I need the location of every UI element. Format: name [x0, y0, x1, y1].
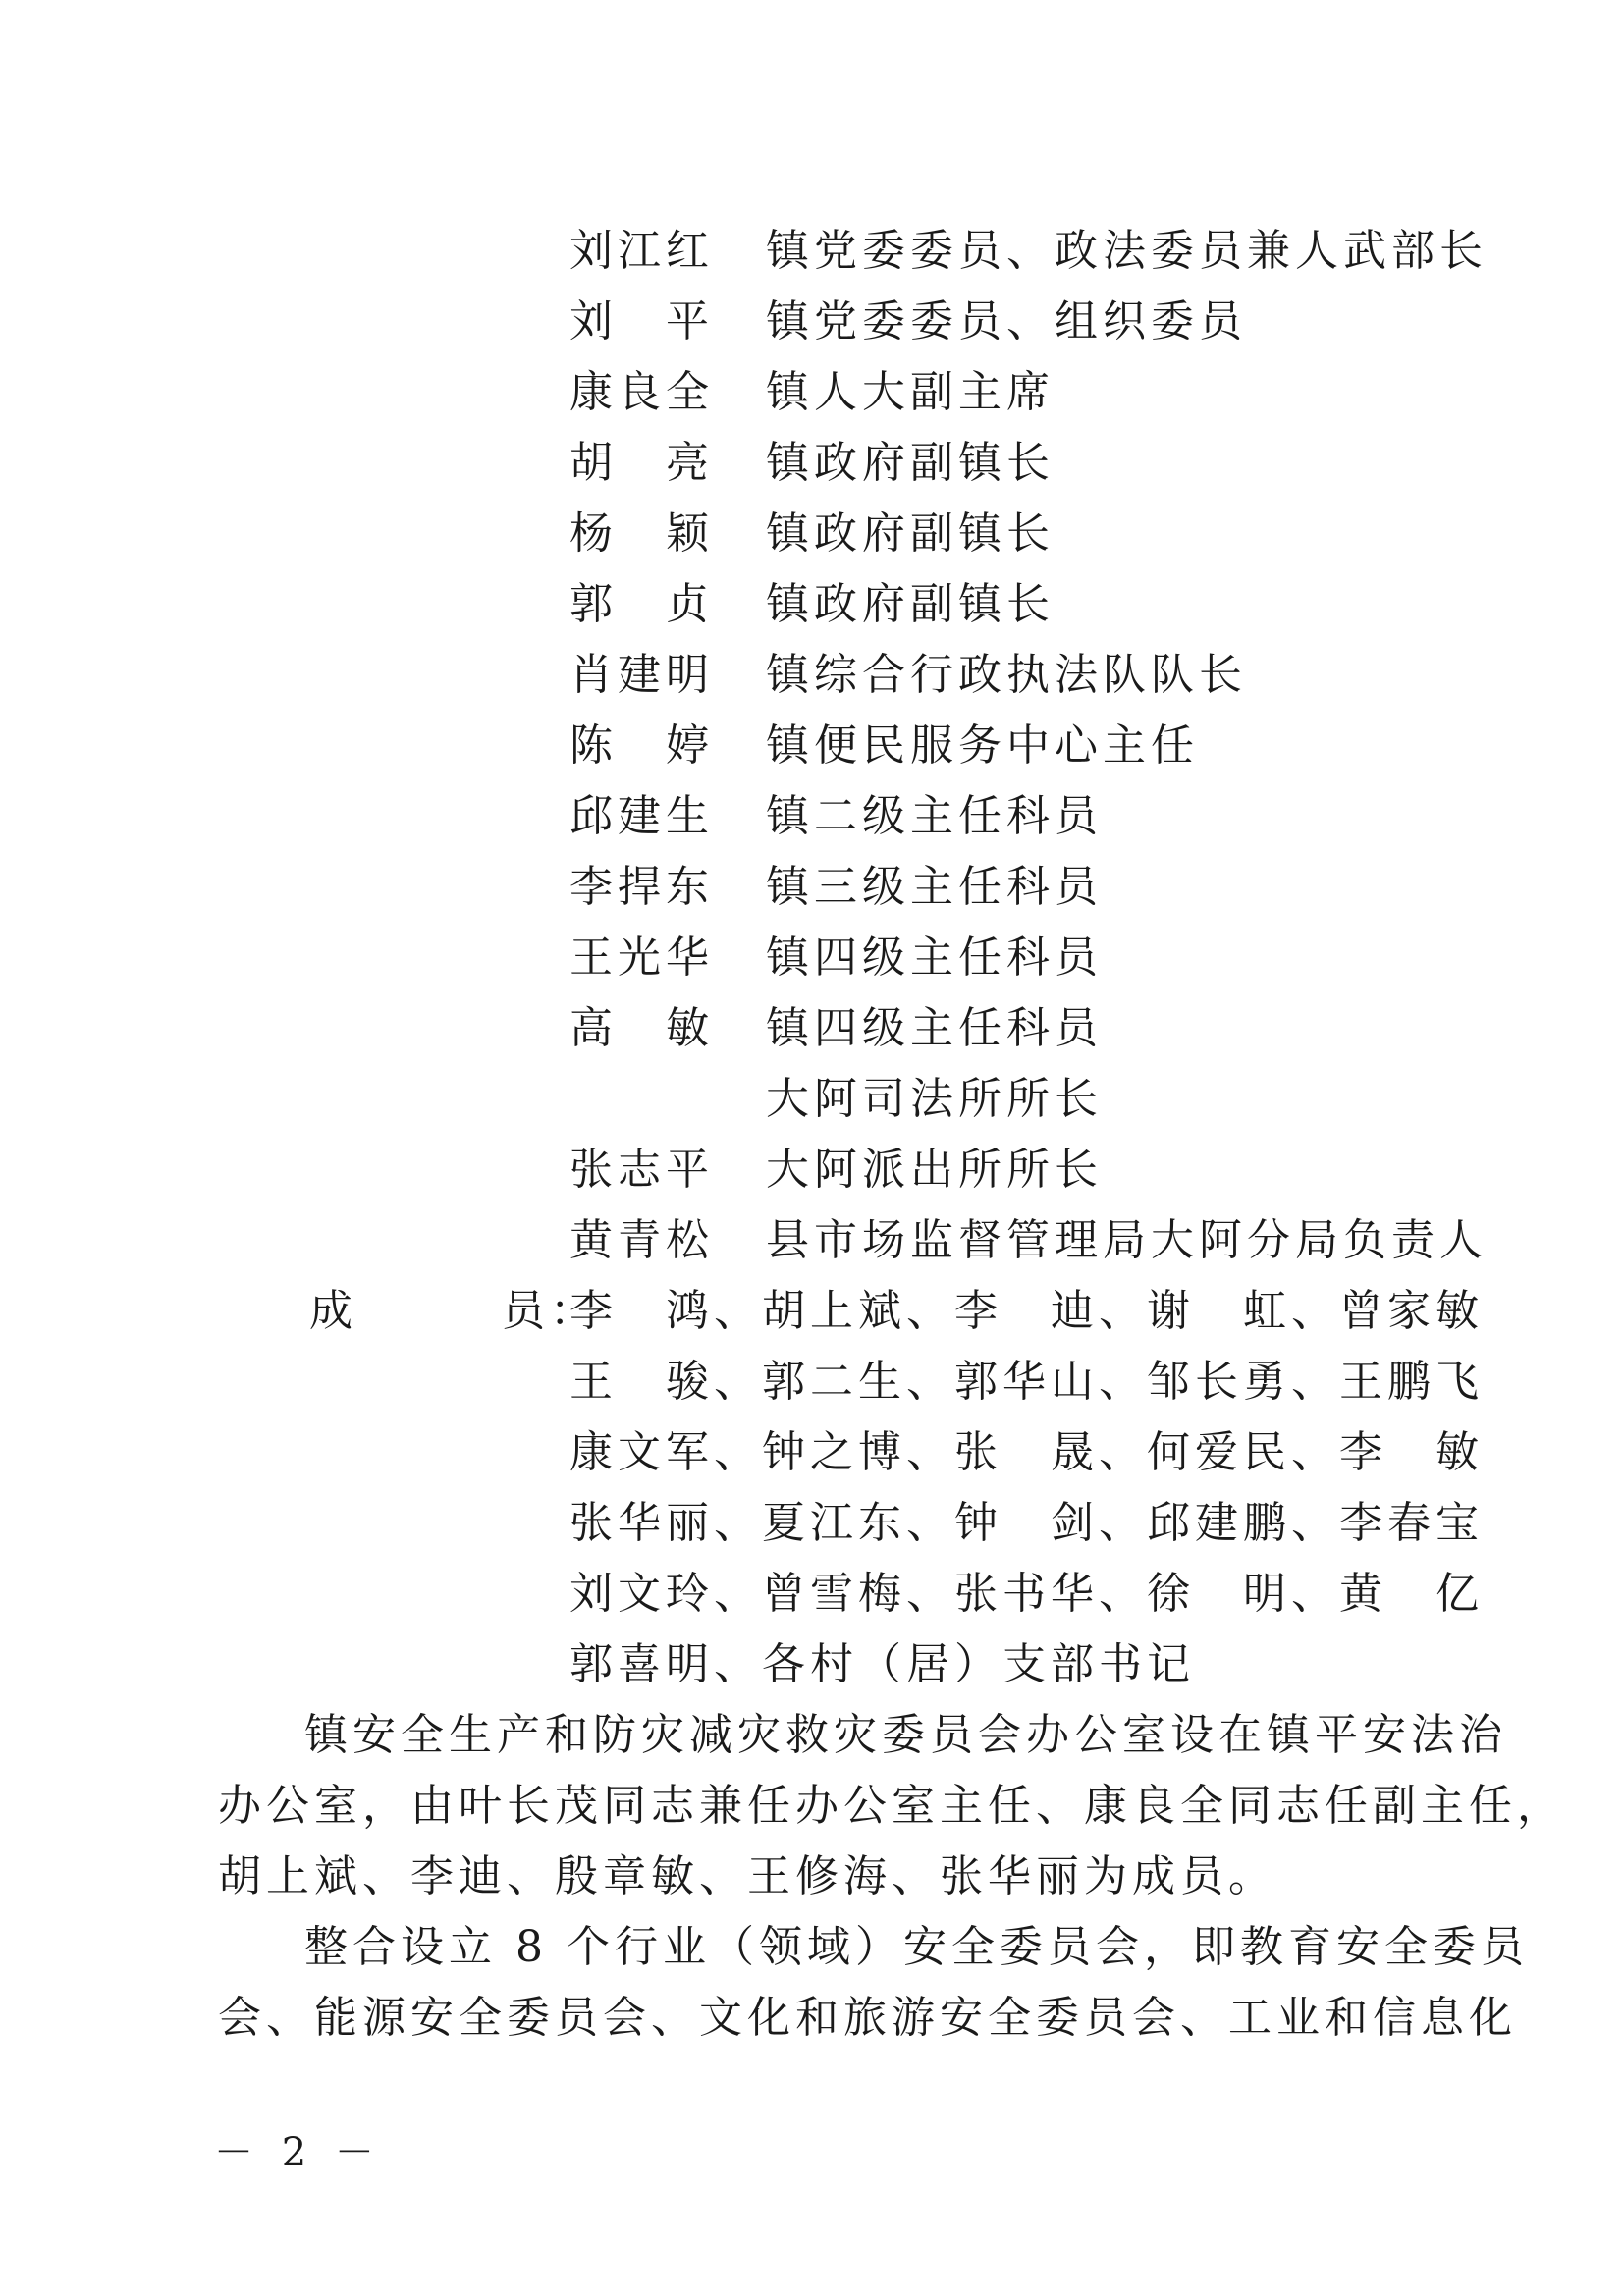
members-line: 郭喜明、各村（居）支部书记 [569, 1639, 1195, 1689]
leader-role: 大阿司法所所长 [766, 1074, 1103, 1124]
leader-name: 邱建生 [569, 791, 714, 841]
members-line: 张华丽、夏江东、钟 剑、邱建鹏、李春宝 [569, 1498, 1484, 1548]
leader-role: 镇综合行政执法队队长 [766, 650, 1247, 700]
leader-role: 镇政府副镇长 [766, 438, 1055, 488]
leader-role: 镇政府副镇长 [766, 579, 1055, 629]
leader-name: 王光华 [569, 933, 714, 983]
leader-role: 镇三级主任科员 [766, 862, 1103, 912]
leader-name: 杨 颖 [569, 508, 714, 559]
members-label: 成 员： [309, 1286, 598, 1336]
leader-role: 镇四级主任科员 [766, 933, 1103, 983]
leader-role: 县市场监督管理局大阿分局负责人 [766, 1215, 1488, 1265]
leader-role: 镇党委委员、政法委员兼人武部长 [766, 226, 1488, 276]
leader-name: 李捍东 [569, 862, 714, 912]
leader-name: 肖建明 [569, 650, 714, 700]
page-number: － 2 － [214, 2130, 382, 2175]
leader-name: 陈 婷 [569, 721, 714, 771]
members-line: 王 骏、郭二生、郭华山、邹长勇、王鹏飞 [569, 1357, 1484, 1407]
leader-role: 镇党委委员、组织委员 [766, 296, 1247, 347]
members-line: 康文军、钟之博、张 晟、何爱民、李 敏 [569, 1427, 1484, 1477]
leader-name: 刘 平 [569, 296, 714, 347]
leader-name: 胡 亮 [569, 438, 714, 488]
paragraph-line: 胡上斌、李迪、殷章敏、王修海、张华丽为成员。 [218, 1851, 1276, 1901]
paragraph-line: 办公室，由叶长茂同志兼任办公室主任、康良全同志任副主任， [218, 1781, 1565, 1831]
leader-name: 张志平 [569, 1145, 714, 1195]
members-line: 李 鸿、胡上斌、李 迪、谢 虹、曾家敏 [569, 1286, 1484, 1336]
leader-role: 镇便民服务中心主任 [766, 721, 1199, 771]
leader-name: 康良全 [569, 367, 714, 417]
leader-name: 刘江红 [569, 226, 714, 276]
leader-name: 高 敏 [569, 1003, 714, 1053]
leader-role: 镇四级主任科员 [766, 1003, 1103, 1053]
paragraph-line: 镇安全生产和防灾减灾救灾委员会办公室设在镇平安法治 [304, 1710, 1507, 1760]
members-line: 刘文玲、曾雪梅、张书华、徐 明、黄 亿 [569, 1569, 1484, 1619]
leader-name: 郭 贞 [569, 579, 714, 629]
paragraph-line: 整合设立 8 个行业（领域）安全委员会，即教育安全委员 [304, 1922, 1529, 1972]
leader-role: 镇二级主任科员 [766, 791, 1103, 841]
leader-role: 大阿派出所所长 [766, 1145, 1103, 1195]
paragraph-line: 会、能源安全委员会、文化和旅游安全委员会、工业和信息化 [218, 1993, 1517, 2043]
leader-name: 黄青松 [569, 1215, 714, 1265]
leader-role: 镇人大副主席 [766, 367, 1055, 417]
leader-role: 镇政府副镇长 [766, 508, 1055, 559]
